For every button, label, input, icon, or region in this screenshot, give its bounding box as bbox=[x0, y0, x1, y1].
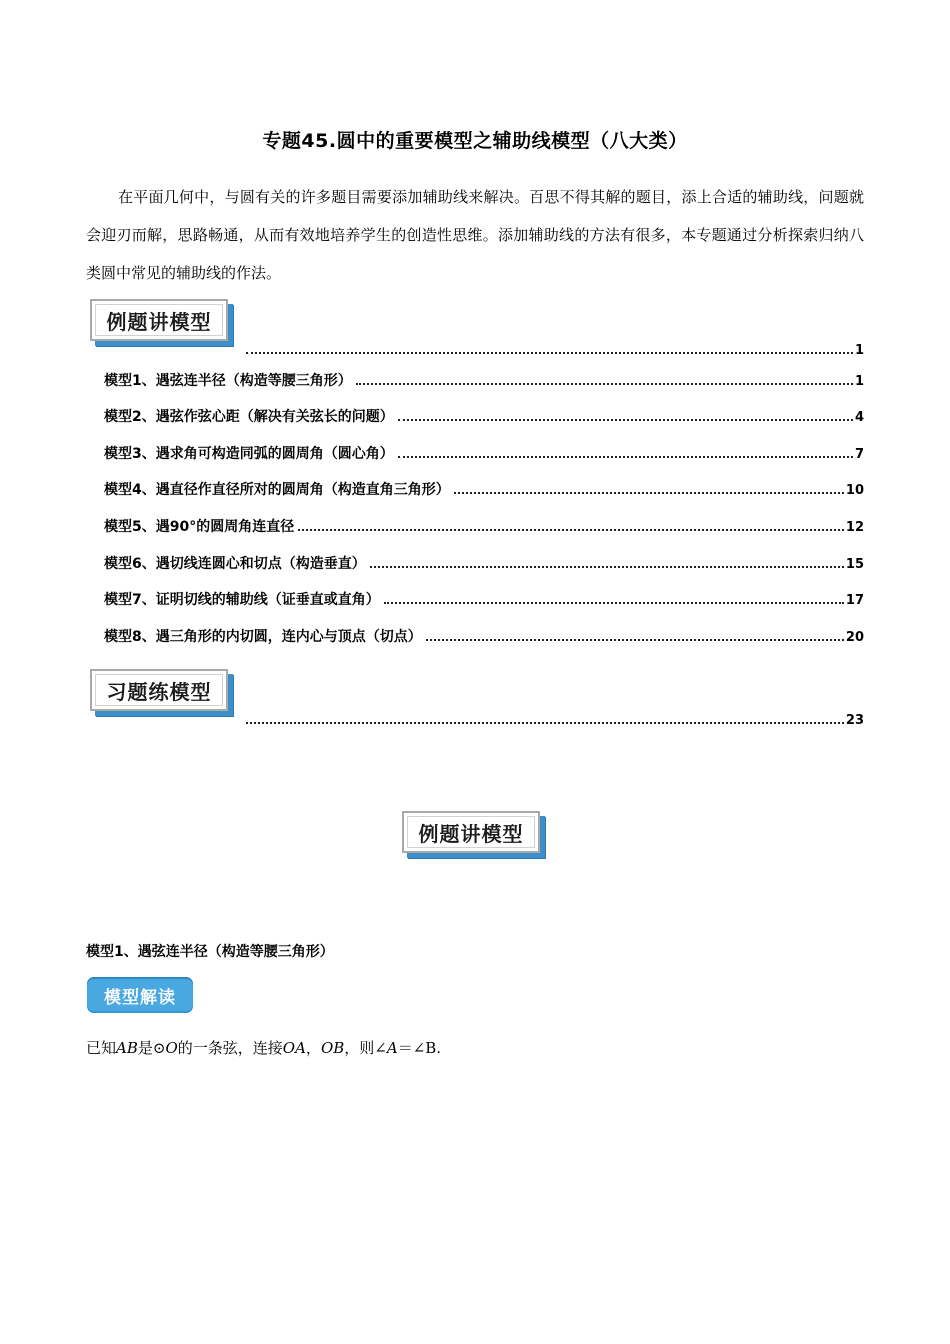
statement-var: OA bbox=[282, 1039, 306, 1057]
statement-var: OB bbox=[320, 1039, 345, 1057]
model-1-statement bbox=[86, 1037, 441, 1058]
toc-entry-label: 模型6、遇切线连圆心和切点（构造垂直） bbox=[104, 556, 366, 572]
toc-entry-label: 模型8、遇三角形的内切圆，连内心与顶点（切点） bbox=[104, 629, 422, 645]
toc-page-number: 15 bbox=[845, 557, 864, 572]
toc-entry-label: 模型3、遇求角可构造同弧的圆周角（圆心角） bbox=[104, 446, 394, 462]
toc-entry-model-2[interactable] bbox=[104, 406, 864, 426]
statement-text: ＝∠B. bbox=[397, 1039, 442, 1057]
toc-banner-examples-label: 例题讲模型 bbox=[106, 309, 212, 334]
toc-leader-dots bbox=[454, 491, 844, 494]
toc-leader-dots bbox=[398, 455, 853, 458]
toc-entry-examples[interactable] bbox=[242, 343, 864, 358]
statement-text: 的一条弦，连接 bbox=[177, 1039, 283, 1057]
toc-entry-model-1[interactable] bbox=[104, 370, 864, 390]
toc-page-number: 4 bbox=[854, 410, 864, 425]
toc-page-number: 1 bbox=[854, 343, 864, 358]
toc-entry-label: 模型5、遇90°的圆周角连直径 bbox=[104, 519, 295, 535]
toc-entry-model-6[interactable] bbox=[104, 553, 864, 573]
model-1-heading: 模型1、遇弦连半径（构造等腰三角形） bbox=[86, 944, 334, 960]
section-banner-label: 例题讲模型 bbox=[418, 821, 524, 846]
statement-var: AB bbox=[116, 1039, 138, 1057]
statement-text: 是⊙ bbox=[137, 1039, 166, 1057]
toc-entry-exercises[interactable] bbox=[242, 713, 864, 728]
toc-banner-exercises-label: 习题练模型 bbox=[106, 679, 212, 704]
statement-var: O bbox=[165, 1039, 178, 1057]
toc-page-number: 23 bbox=[845, 713, 864, 728]
toc-entry-model-4[interactable] bbox=[104, 479, 864, 499]
page-title: 专题45.圆中的重要模型之辅助线模型（八大类） bbox=[262, 130, 688, 152]
toc-page-number: 17 bbox=[845, 593, 864, 608]
toc-entry-model-7[interactable] bbox=[104, 589, 864, 609]
toc-entry-label: 模型7、证明切线的辅助线（证垂直或直角） bbox=[104, 592, 380, 608]
toc-page-number: 1 bbox=[854, 374, 864, 389]
statement-text: ， bbox=[305, 1039, 321, 1057]
toc-leader-dots bbox=[426, 638, 844, 641]
toc-banner-exercises[interactable] bbox=[90, 669, 228, 711]
toc-page-number: 12 bbox=[845, 520, 864, 535]
toc-leader-dots bbox=[384, 601, 844, 604]
statement-text: ，则∠ bbox=[344, 1039, 387, 1057]
statement-var: A bbox=[386, 1039, 398, 1057]
statement-text: 已知 bbox=[86, 1039, 117, 1057]
toc-entry-model-5[interactable] bbox=[104, 516, 864, 536]
toc-page-number: 10 bbox=[845, 483, 864, 498]
toc-entry-label: 模型2、遇弦作弦心距（解决有关弦长的问题） bbox=[104, 409, 394, 425]
toc-page-number: 7 bbox=[854, 447, 864, 462]
toc-entry-model-8[interactable] bbox=[104, 626, 864, 646]
section-banner-examples bbox=[402, 811, 540, 853]
toc-leader-dots bbox=[298, 528, 844, 531]
toc-banner-examples[interactable] bbox=[90, 299, 228, 341]
toc-page-number: 20 bbox=[845, 630, 864, 645]
toc-leader-dots bbox=[356, 382, 853, 385]
toc-entry-label: 模型1、遇弦连半径（构造等腰三角形） bbox=[104, 373, 352, 389]
toc-leader-dots bbox=[370, 565, 844, 568]
toc-entry-model-3[interactable] bbox=[104, 443, 864, 463]
toc-entry-label: 模型4、遇直径作直径所对的圆周角（构造直角三角形） bbox=[104, 482, 450, 498]
toc-leader-dots bbox=[398, 418, 853, 421]
intro-paragraph: 在平面几何中，与圆有关的许多题目需要添加辅助线来解决。百思不得其解的题目，添上合适的辅助线，问题就会迎刃而解，思路畅通，从而有效地培养学生的创造性思维。添加辅助线的方法有很多，本专题通过分析探索归纳八类圆中常见的辅助线的作法。 bbox=[86, 188, 864, 282]
model-interpretation-badge: 模型解读 bbox=[87, 977, 193, 1013]
toc-leader-dots bbox=[246, 721, 844, 724]
toc-leader-dots bbox=[246, 351, 853, 354]
